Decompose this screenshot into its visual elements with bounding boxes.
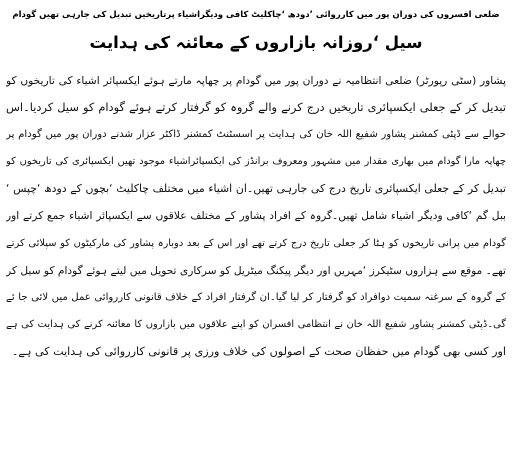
body-line-9: کے گروہ کے سرغنہ سمیت دوافراد کو گرفتار کر لیا گیا۔ان گرفتار افراد کے خلاف قانونی کارروائی عمل میں لائی جا ئے	[6, 291, 506, 303]
body-line-1: پشاور (سٹی رپورٹر) ضلعی انتظامیہ نے دوران پور میں گودام پر چھاپہ مارتے ہوئے ایکسپائر اشیاء کی تاریخوں کو	[6, 74, 506, 87]
body-line-4: چھاپہ مارا گودام میں بھاری مقدار میں مشہور ومعروف برانڈز کی ایکسپائراشیاء موجود تھیں ایکسپائری کی تاریخوں کو	[6, 156, 506, 168]
body-line-6: ببل گم ‘کافی ودیگر اشیاء شامل تھیں۔گروہ کے افراد پشاور کے مختلف علاقوں سے ایکسپائر اشیاء جمع کرتے اور	[6, 209, 506, 223]
body-line-3: حوالے سے ڈپٹی کمشنر پشاور شفیع اللہ خان کی ہدایت پر اسسٹنٹ کمشنر ڈاکٹر عزار شدنے دوران پور میں گودام پر	[6, 129, 506, 141]
body-line-2: تبدیل کر کے جعلی ایکسپائری تاریخیں درج کرنے والے گروہ کو گرفتار کرتے ہوئے گودام کو سیل کردیا۔اس	[6, 100, 506, 115]
body-line-10: گی۔ڈپٹی کمشنر پشاور شفیع اللہ خان نے انتظامی افسران کو اپنے علاقوں میں بازاروں کا معائنہ کرنے کی ہدایت کی ہے	[6, 318, 506, 330]
article-body	[6, 67, 506, 365]
body-line-11: اور کسی بھی گودام میں حفظان صحت کے اصولوں کی خلاف ورزی پر قانونی کارروائی کی ہدایت کی ہے۔	[11, 344, 506, 358]
headline-line-2: سیل ‘روزانہ بازاروں کے معائنہ کی ہدایت	[89, 33, 423, 52]
body-line-5: تبدیل کر کے جعلی ایکسپائری تاریخ درج کی جارہی تھیں۔ان اشیاء میں مختلف چاکلیٹ ‘بچوں کے دودھ ‘چپس ‘	[6, 182, 506, 196]
headline-line-1: ضلعی افسروں کی دوران پور میں کارروائی ’دودھ ‘چاکلیٹ کافی ودیگراشیاء پرتاریخیں تبدیل کی جارہی تھیں گودام	[12, 10, 500, 20]
body-line-8: تھے۔ موقع سے ہزاروں سٹیکرز ‘مہریں اور دیگر پیکنگ میٹریل کو سرکاری تحویل میں لیتے ہوئے گودام کو سیل کر	[6, 263, 506, 277]
body-line-7: گودام میں پرانی تاریخوں کو ہٹا کر جعلی تاریخ درج کرتے تھے اور اس کے بعد دوبارہ پشاور کی مارکیٹوں کو سپلائی کرتے	[6, 237, 506, 249]
headline	[6, 2, 506, 56]
